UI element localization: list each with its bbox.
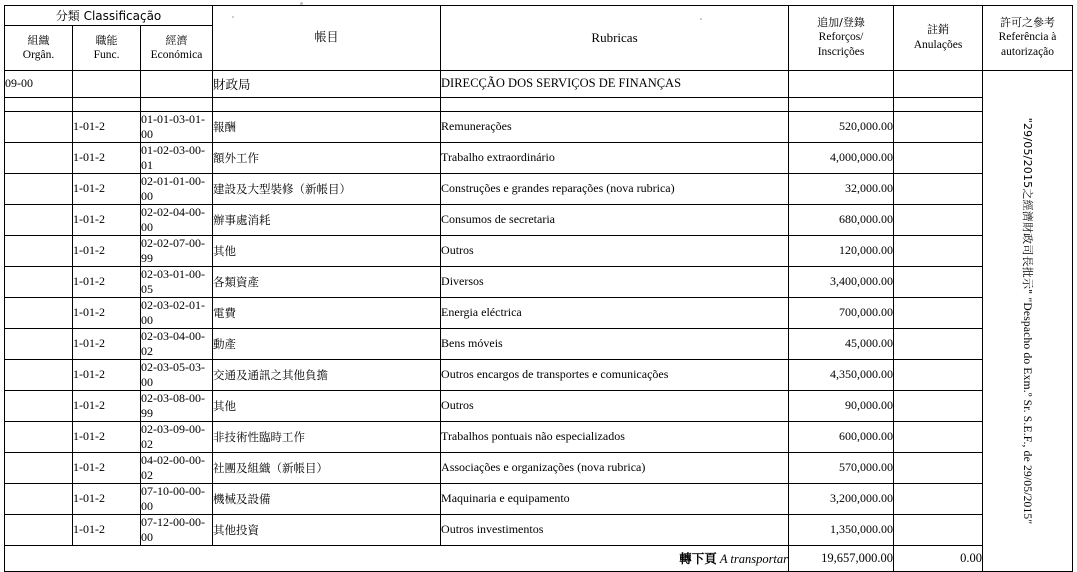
header-functional-line1: 職能	[95, 33, 118, 47]
cell-spacer-account	[213, 97, 441, 111]
cell-account-name-cn: 各類資產	[213, 266, 441, 297]
cell-organic-code	[5, 111, 73, 142]
cell-annulment	[894, 328, 983, 359]
cell-account-name-pt: DIRECÇÃO DOS SERVIÇOS DE FINANÇAS	[441, 71, 789, 98]
cell-reinforcement: 520,000.00	[789, 111, 894, 142]
cell-organic-code	[5, 142, 73, 173]
cell-annulment	[894, 111, 983, 142]
cell-spacer-organic	[5, 97, 73, 111]
cell-account-name-cn: 財政局	[213, 71, 441, 98]
table-row-entity	[5, 71, 1073, 98]
header-authorization-line1: 許可之參考	[1000, 15, 1056, 29]
cell-account-name-pt: Trabalhos pontuais não especializados	[441, 421, 789, 452]
total-annulment: 0.00	[894, 545, 983, 571]
cell-organic-code	[5, 266, 73, 297]
table-row	[5, 421, 1073, 452]
cell-account-name-pt: Outros investimentos	[441, 514, 789, 545]
cell-annulment	[894, 359, 983, 390]
cell-account-name-pt: Consumos de secretaria	[441, 204, 789, 235]
cell-functional-code	[73, 71, 141, 98]
cell-economic-code: 02-03-09-00-02	[141, 421, 213, 452]
cell-organic-code	[5, 328, 73, 359]
cell-spacer-functional	[73, 97, 141, 111]
table-row	[5, 297, 1073, 328]
header-annulments-line1: 註銷	[927, 23, 950, 37]
cell-functional-code: 1-01-2	[73, 328, 141, 359]
cell-reinforcement	[789, 71, 894, 98]
header-account: 帳目	[213, 6, 441, 71]
cell-account-name-cn: 非技術性臨時工作	[213, 421, 441, 452]
cell-economic-code: 02-03-01-00-05	[141, 266, 213, 297]
cell-spacer-rubrics	[441, 97, 789, 111]
cell-economic-code: 02-01-01-00-00	[141, 173, 213, 204]
cell-annulment	[894, 297, 983, 328]
header-economic-line2: Económica	[150, 48, 203, 61]
cell-reinforcement: 570,000.00	[789, 452, 894, 483]
header-reinforcements	[789, 6, 894, 71]
cell-account-name-pt: Outros encargos de transportes e comunicações	[441, 359, 789, 390]
table-body	[5, 71, 1073, 572]
cell-account-name-cn: 交通及通訊之其他負擔	[213, 359, 441, 390]
table-row	[5, 173, 1073, 204]
cell-account-name-cn: 社團及組織（新帳目）	[213, 452, 441, 483]
cell-economic-code: 02-02-07-00-99	[141, 235, 213, 266]
cell-annulment	[894, 142, 983, 173]
cell-account-name-pt: Energia eléctrica	[441, 297, 789, 328]
cell-functional-code: 1-01-2	[73, 359, 141, 390]
cell-account-name-cn: 機械及設備	[213, 483, 441, 514]
cell-account-name-pt: Outros	[441, 235, 789, 266]
table-row	[5, 204, 1073, 235]
cell-economic-code: 01-01-03-01-00	[141, 111, 213, 142]
table-row	[5, 111, 1073, 142]
table-row-spacer	[5, 97, 1073, 111]
header-annulments-line2: Anulações	[913, 38, 963, 51]
header-organic	[5, 26, 73, 71]
cell-functional-code: 1-01-2	[73, 173, 141, 204]
carry-forward-label-cn: 轉下頁	[679, 551, 717, 566]
table-row	[5, 235, 1073, 266]
header-authorization	[983, 6, 1073, 71]
header-organic-line2: Orgân.	[22, 48, 55, 61]
cell-account-name-cn: 其他	[213, 235, 441, 266]
cell-annulment	[894, 204, 983, 235]
table-row	[5, 514, 1073, 545]
cell-annulment	[894, 71, 983, 98]
header-reinforcements-line1: 追加/登錄	[817, 15, 865, 29]
header-rubrics: Rubricas	[441, 6, 789, 71]
cell-reinforcement: 4,000,000.00	[789, 142, 894, 173]
header-reinforcements-line3: Inscrições	[817, 46, 865, 59]
cell-reinforcement: 3,200,000.00	[789, 483, 894, 514]
cell-economic-code: 07-12-00-00-00	[141, 514, 213, 545]
header-annulments	[894, 6, 983, 71]
table-row	[5, 328, 1073, 359]
cell-organic-code	[5, 297, 73, 328]
cell-account-name-cn: 電費	[213, 297, 441, 328]
cell-functional-code: 1-01-2	[73, 452, 141, 483]
header-organic-line1: 組織	[27, 33, 50, 47]
cell-annulment	[894, 452, 983, 483]
table-row-total	[5, 545, 1073, 571]
cell-economic-code: 02-03-08-00-99	[141, 390, 213, 421]
cell-reinforcement: 32,000.00	[789, 173, 894, 204]
cell-organic-code	[5, 421, 73, 452]
cell-reinforcement: 120,000.00	[789, 235, 894, 266]
cell-account-name-pt: Diversos	[441, 266, 789, 297]
table-row	[5, 390, 1073, 421]
cell-annulment	[894, 235, 983, 266]
cell-account-name-cn: 動產	[213, 328, 441, 359]
cell-functional-code: 1-01-2	[73, 142, 141, 173]
cell-economic-code: 07-10-00-00-00	[141, 483, 213, 514]
table-header	[5, 6, 1073, 71]
cell-economic-code: 02-03-04-00-02	[141, 328, 213, 359]
table-row	[5, 452, 1073, 483]
cell-authorization-note	[983, 71, 1073, 572]
cell-account-name-pt: Bens móveis	[441, 328, 789, 359]
cell-organic-code	[5, 390, 73, 421]
cell-account-name-pt: Associações e organizações (nova rubrica)	[441, 452, 789, 483]
header-authorization-line3: autorização	[1001, 46, 1055, 59]
cell-economic-code: 01-02-03-00-01	[141, 142, 213, 173]
cell-account-name-pt: Outros	[441, 390, 789, 421]
cell-annulment	[894, 173, 983, 204]
cell-reinforcement: 90,000.00	[789, 390, 894, 421]
cell-reinforcement: 3,400,000.00	[789, 266, 894, 297]
cell-reinforcement: 1,350,000.00	[789, 514, 894, 545]
table-row	[5, 142, 1073, 173]
cell-reinforcement: 680,000.00	[789, 204, 894, 235]
cell-annulment	[894, 514, 983, 545]
carry-forward-label	[5, 545, 789, 571]
cell-account-name-pt: Remunerações	[441, 111, 789, 142]
cell-functional-code: 1-01-2	[73, 514, 141, 545]
authorization-note-text	[1020, 117, 1036, 524]
cell-organic-code	[5, 235, 73, 266]
header-functional	[73, 26, 141, 71]
table-row	[5, 359, 1073, 390]
header-economic	[141, 26, 213, 71]
cell-annulment	[894, 421, 983, 452]
cell-organic-code	[5, 452, 73, 483]
cell-reinforcement: 700,000.00	[789, 297, 894, 328]
cell-spacer-annulment	[894, 97, 983, 111]
cell-functional-code: 1-01-2	[73, 297, 141, 328]
cell-functional-code: 1-01-2	[73, 421, 141, 452]
cell-organic-code: 09-00	[5, 71, 73, 98]
cell-account-name-pt: Trabalho extraordinário	[441, 142, 789, 173]
cell-economic-code: 02-02-04-00-00	[141, 204, 213, 235]
cell-organic-code	[5, 204, 73, 235]
authorization-note-pt: "Despacho do Exm.º Sr. S.E.F., de 29/05/2015"	[1020, 297, 1033, 525]
header-authorization-line2: Referência à	[998, 31, 1057, 44]
authorization-note-wrap	[983, 71, 1072, 571]
cell-functional-code: 1-01-2	[73, 483, 141, 514]
cell-organic-code	[5, 173, 73, 204]
cell-account-name-pt: Maquinaria e equipamento	[441, 483, 789, 514]
header-economic-line1: 經濟	[165, 33, 188, 47]
cell-annulment	[894, 266, 983, 297]
cell-account-name-cn: 辦事處消耗	[213, 204, 441, 235]
cell-economic-code: 04-02-00-00-02	[141, 452, 213, 483]
cell-account-name-cn: 其他	[213, 390, 441, 421]
header-classification-group: 分類 Classificação	[5, 6, 213, 26]
cell-reinforcement: 4,350,000.00	[789, 359, 894, 390]
cell-organic-code	[5, 359, 73, 390]
cell-functional-code: 1-01-2	[73, 235, 141, 266]
table-row	[5, 266, 1073, 297]
cell-spacer-reinforcement	[789, 97, 894, 111]
cell-account-name-cn: 報酬	[213, 111, 441, 142]
cell-account-name-cn: 建設及大型裝修（新帳目）	[213, 173, 441, 204]
header-reinforcements-line2: Reforços/	[818, 31, 864, 44]
cell-functional-code: 1-01-2	[73, 266, 141, 297]
cell-reinforcement: 45,000.00	[789, 328, 894, 359]
cell-organic-code	[5, 514, 73, 545]
cell-economic-code: 02-03-05-03-00	[141, 359, 213, 390]
cell-functional-code: 1-01-2	[73, 204, 141, 235]
cell-reinforcement: 600,000.00	[789, 421, 894, 452]
authorization-note-cn: "29/05/2015之經濟財政司長批示"	[1020, 117, 1034, 295]
cell-account-name-cn: 其他投資	[213, 514, 441, 545]
cell-spacer-economic	[141, 97, 213, 111]
cell-annulment	[894, 390, 983, 421]
cell-functional-code: 1-01-2	[73, 111, 141, 142]
cell-economic-code	[141, 71, 213, 98]
cell-account-name-pt: Construções e grandes reparações (nova rubrica)	[441, 173, 789, 204]
total-reinforcement: 19,657,000.00	[789, 545, 894, 571]
cell-economic-code: 02-03-02-01-00	[141, 297, 213, 328]
budget-table	[4, 5, 1073, 572]
cell-functional-code: 1-01-2	[73, 390, 141, 421]
header-functional-line2: Func.	[93, 48, 120, 61]
cell-account-name-cn: 額外工作	[213, 142, 441, 173]
carry-forward-label-pt: A transportar	[719, 552, 789, 566]
